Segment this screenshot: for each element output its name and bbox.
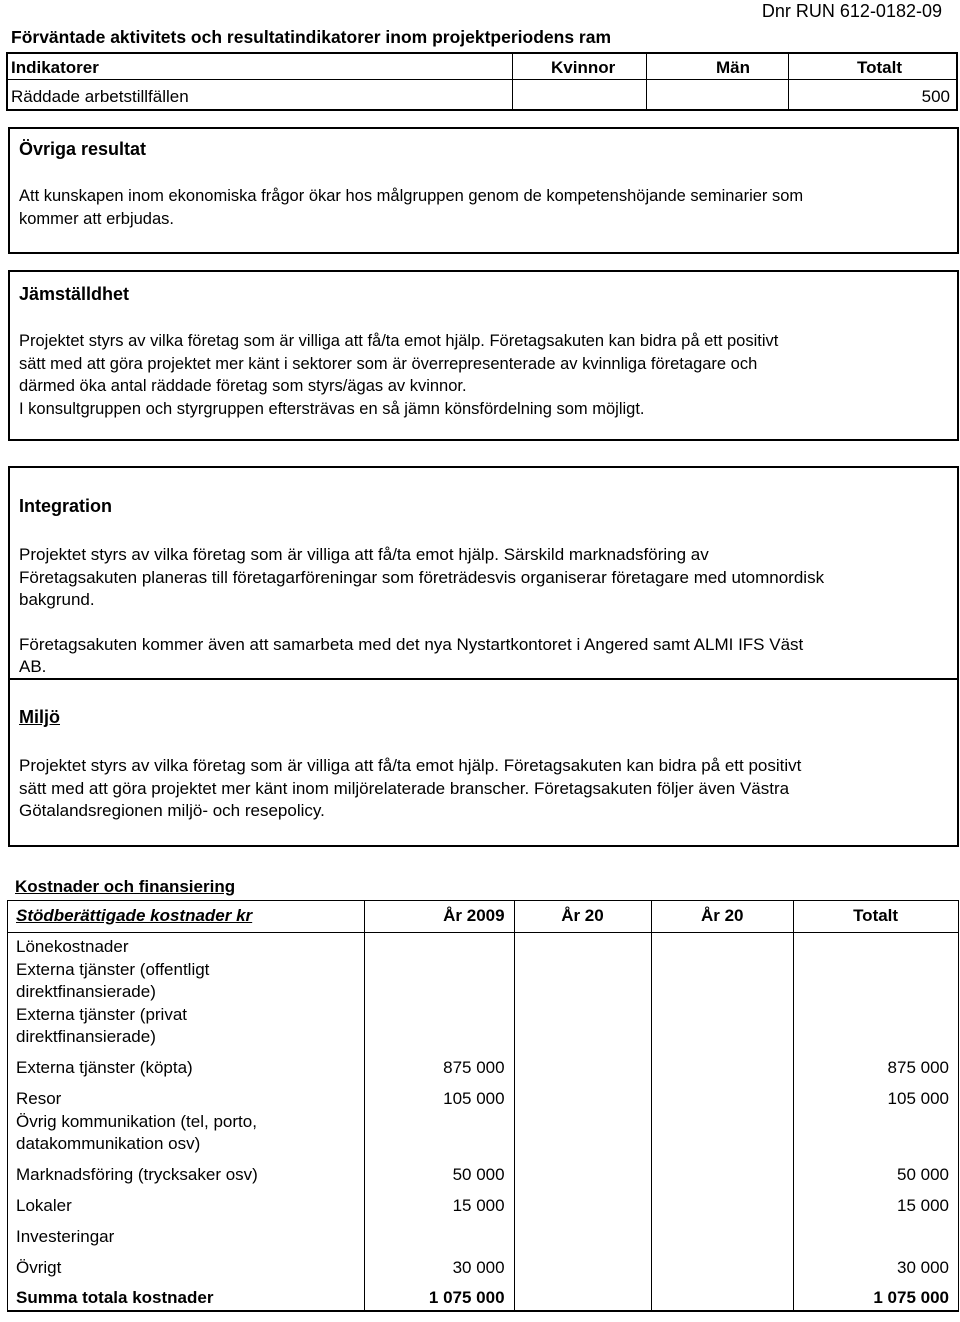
costs-col-label: Stödberättigade kostnader kr [8, 901, 365, 933]
costs-header-row [8, 901, 959, 933]
integration-heading: Integration [19, 496, 112, 516]
costs-col-y1: År 2009 [364, 901, 514, 933]
table-row [8, 1187, 959, 1218]
environment-text: Projektet styrs av vilka företag som är villiga att få/ta emot hjälp. Företagsakuten kan bidra på ett positivt sätt med att göra projektet mer känt inom miljörelaterade branscher. Företagsakuten följer även Västra Götalandsregionen miljö- och resepolicy. [19, 756, 802, 820]
cost-y1 [364, 1111, 514, 1156]
cost-label: Externa tjänster (privat direktfinansierade) [8, 1004, 365, 1049]
cost-y1 [364, 1004, 514, 1049]
equality-heading: Jämställdhet [19, 284, 130, 304]
cost-y1: 15 000 [364, 1187, 514, 1218]
integration-text: Projektet styrs av vilka företag som är villiga att få/ta emot hjälp. Särskild marknadsföring av Företagsakuten planeras till företagarföreningar som företrädesvis organiserar företagare med utomnordisk bakgrund. Företagsakuten kommer även att samarbeta med det nya Nystartkontoret i Angered samt ALMI IFS Väst AB. [19, 545, 825, 676]
cost-label: Externa tjänster (offentligt direktfinansierade) [8, 959, 365, 1004]
table-row [8, 1249, 959, 1280]
table-row [8, 1004, 959, 1049]
document-number: Dnr RUN 612-0182-09 [761, 1, 942, 21]
cost-y1: 30 000 [364, 1249, 514, 1280]
cost-y1: 105 000 [364, 1080, 514, 1111]
cost-label: Marknadsföring (trycksaker osv) [8, 1156, 365, 1187]
cost-total [794, 1218, 959, 1249]
indicator-row-label: Räddade arbetstillfällen [11, 87, 189, 106]
environment-heading: Miljö [19, 707, 60, 727]
table-row [8, 933, 959, 959]
cost-label: Övrig kommunikation (tel, porto, datakommunikation osv) [8, 1111, 365, 1156]
cost-y1: 875 000 [364, 1049, 514, 1080]
cost-total [794, 1004, 959, 1049]
cost-label: Lönekostnader [8, 933, 365, 959]
sum-total: 1 075 000 [794, 1280, 959, 1311]
cost-total [794, 959, 959, 1004]
cost-label: Externa tjänster (köpta) [8, 1049, 365, 1080]
cost-y1: 50 000 [364, 1156, 514, 1187]
other-results-text: Att kunskapen inom ekonomiska frågor ökar hos målgruppen genom de kompetenshöjande seminarier som kommer att erbjudas. [19, 187, 804, 228]
cost-total: 15 000 [794, 1187, 959, 1218]
section-title: Förväntade aktivitets och resultatindikatorer inom projektperiodens ram [11, 27, 612, 47]
other-results-heading: Övriga resultat [19, 139, 147, 159]
cost-total [794, 933, 959, 959]
table-row [8, 959, 959, 1004]
sum-label: Summa totala kostnader [8, 1280, 365, 1311]
table-row [8, 1080, 959, 1111]
table-row [8, 1049, 959, 1080]
cost-label: Investeringar [8, 1218, 365, 1249]
sum-y1: 1 075 000 [364, 1280, 514, 1311]
table-row [8, 1156, 959, 1187]
cost-label: Övrigt [8, 1249, 365, 1280]
cost-total [794, 1111, 959, 1156]
cost-total: 875 000 [794, 1049, 959, 1080]
cost-total: 105 000 [794, 1080, 959, 1111]
cost-y1 [364, 1218, 514, 1249]
indicator-row-total: 500 [921, 87, 950, 106]
costs-col-y3: År 20 [652, 901, 794, 933]
costs-table [7, 900, 959, 1312]
table-row [8, 1111, 959, 1156]
cost-label: Resor [8, 1080, 365, 1111]
cost-label: Lokaler [8, 1187, 365, 1218]
costs-heading: Kostnader och finansiering [15, 877, 236, 896]
equality-text: Projektet styrs av vilka företag som är villiga att få/ta emot hjälp. Företagsakuten kan bidra på ett positivt sätt med att göra projektet mer känt i sektorer som är överrepresenterade av kvinnliga företagare och därmed öka antal räddade företag som styrs/ägas av kvinnor. I konsultgruppen och styrgruppen eftersträvas en så jämn könsfördelning som möjligt. [19, 332, 779, 418]
cost-y1 [364, 933, 514, 959]
col-header-indicator: Indikatorer [11, 58, 99, 77]
col-header-men: Män [716, 58, 750, 77]
table-row [8, 1218, 959, 1249]
col-header-women: Kvinnor [551, 58, 616, 77]
cost-total: 30 000 [794, 1249, 959, 1280]
costs-col-y2: År 20 [514, 901, 652, 933]
costs-sum-row [8, 1280, 959, 1311]
cost-y1 [364, 959, 514, 1004]
col-header-total: Totalt [857, 58, 903, 77]
cost-total: 50 000 [794, 1156, 959, 1187]
costs-col-total: Totalt [794, 901, 959, 933]
